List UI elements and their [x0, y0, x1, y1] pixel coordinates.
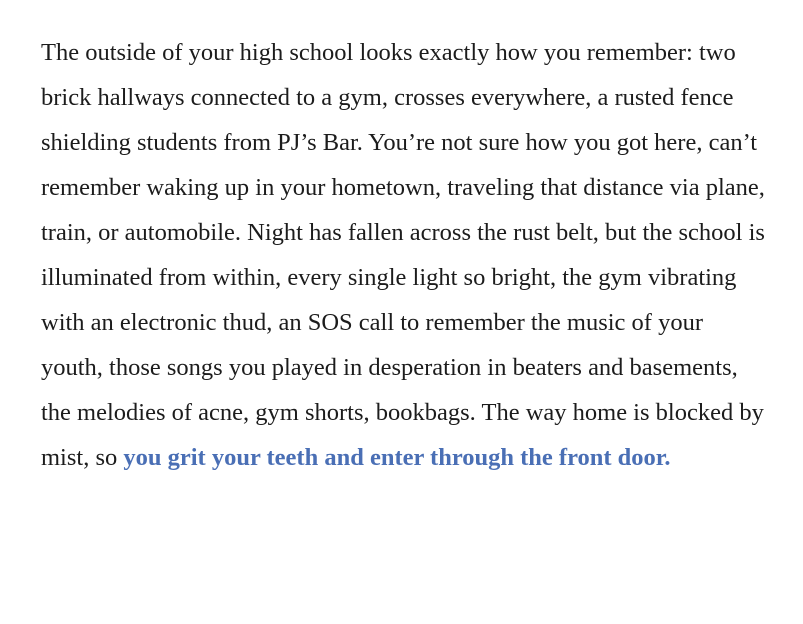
story-passage — [41, 30, 771, 480]
choice-link-enter-front-door[interactable]: you grit your teeth and enter through the front door. — [123, 444, 671, 471]
passage-text: The outside of your high school looks exactly how you remember: two brick hallways connected to a gym, crosses everywhere, a rusted fence shielding students from PJ’s Bar. You’re not sure how you got here, can’t remember waking up in your hometown, traveling that distance via plane, train, or automobile. Night has fallen across the rust belt, but the school is illuminated from within, every single light so bright, the gym vibrating with an electronic thud, an SOS call to remember the music of your youth, those songs you played in desperation in beaters and basements, the melodies of acne, gym shorts, bookbags. The way home is blocked by mist, so — [41, 39, 765, 471]
